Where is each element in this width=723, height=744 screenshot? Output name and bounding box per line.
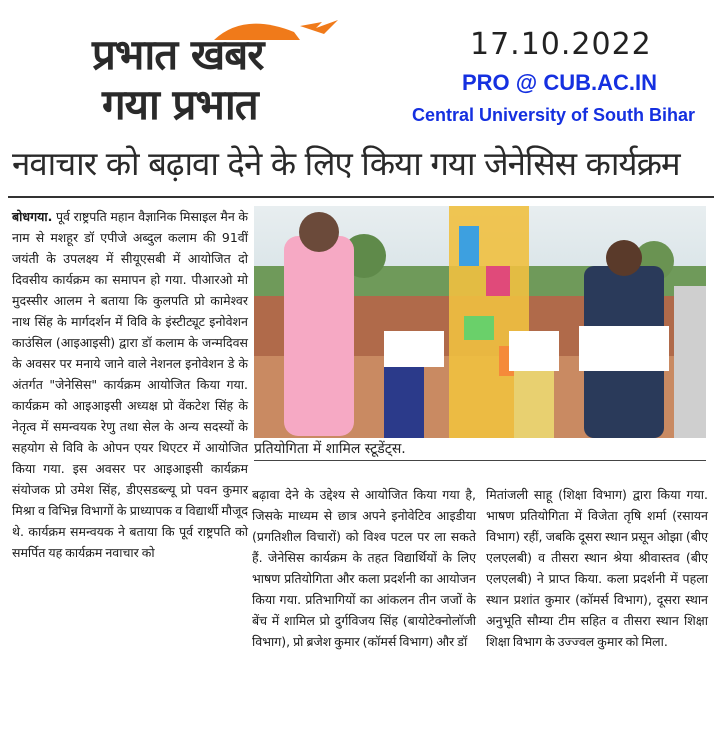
article-dateline: बोधगया. <box>12 209 53 224</box>
article-headline: नवाचार को बढ़ावा देने के लिए किया गया जेनेसिस कार्यक्रम <box>12 144 680 183</box>
headline-divider <box>8 196 714 198</box>
article-column-1 <box>12 206 248 736</box>
photo-caption: प्रतियोगिता में शामिल स्टूडेंट्स. <box>254 438 706 461</box>
masthead <box>0 0 723 140</box>
publication-date: 17.10.2022 <box>470 27 652 62</box>
logo-edition: गया प्रभात <box>102 80 258 129</box>
article-photo <box>254 206 706 438</box>
pro-email: PRO @ CUB.AC.IN <box>462 70 658 95</box>
students-photo-illustration <box>254 206 706 438</box>
article-column-1-text: पूर्व राष्ट्रपति महान वैज्ञानिक मिसाइल मैन के नाम से मशहूर डॉ एपीजे अब्दुल कलाम की 91वीं जयंती के उपलक्ष्य में सीयूएसबी में आयोजित दो दिवसीय कार्यक्रम का समापन हो गया. पीआरओ मो मुदस्सीर आलम ने बताया कि कुलपति प्रो कामेश्वर नाथ सिंह के मार्गदर्शन में विवि के इंस्टीट्यूट इनोवेशन काउंसिल (आइआइसी) द्वारा डॉ कलाम के जन्मदिवस के अवसर पर मनाये जाने वाले नेशनल इनोवेशन डे के अंतर्गत "जेनेसिस" कार्यक्रम आयोजित किया गया. कार्यक्रम को आइआइसी अध्यक्ष प्रो वेंकटेश सिंह के नेतृत्व में समन्वयक रेणु तथा सेल के अन्य सदस्यों के सहयोग से विवि के ओपन एयर थिएटर में आयोजित किया गया. इस अवसर पर आइआइसी कार्यक्रम संयोजक प्रो उमेश सिंह, डीएसडब्ल्यू प्रो पवन कुमार मिश्रा व विभिन्न विभागों के प्राध्यापक व विद्यार्थी मौजूद थे. कार्यक्रम समन्वयक ने बताया कि पूर्व राष्ट्रपति को समर्पित यह कार्यक्रम नवाचार को <box>12 209 248 560</box>
university-name: Central University of South Bihar <box>412 105 696 125</box>
article-column-3: मितांजली साहू (शिक्षा विभाग) द्वारा किया गया. भाषण प्रतियोगिता में विजेता तृषि शर्मा (रसायन विभाग) रहीं, जबकि दूसरा स्थान प्रसून ओझा (बीए एलएलबी) व तीसरा स्थान श्रेया श्रीवास्तव (बीए एलएलबी) ने प्राप्त किया. कला प्रदर्शनी में पहला स्थान प्रशांत कुमार (कॉमर्स विभाग), दूसरा स्थान अनुभूति सौम्या टीम सहित व तीसरा स्थान शिक्षा शिक्षा विभाग के उज्ज्वल कुमार को मिला. <box>486 487 708 649</box>
logo-title: प्रभात खबर <box>92 30 264 79</box>
article-column-2: बढ़ावा देने के उद्देश्य से आयोजित किया गया है, जिसके माध्यम से छात्र अपने इनोवेटिव आइडीया (प्रगतिशील विचारों) को विश्व पटल पर ला सकते हैं. जेनेसिस कार्यक्रम के तहत विद्यार्थियों के लिए भाषण प्रतियोगिता और कला प्रदर्शनी का आयोजन किया गया. प्रतिभागियों का आंकलन तीन जजों के बेंच में शामिल प्रो दुर्गविजय सिंह (बायोटेक्नोलॉजी विभाग), प्रो ब्रजेश कुमार (कॉमर्स विभाग) और डॉ <box>252 487 476 649</box>
newspaper-logo <box>92 10 342 138</box>
